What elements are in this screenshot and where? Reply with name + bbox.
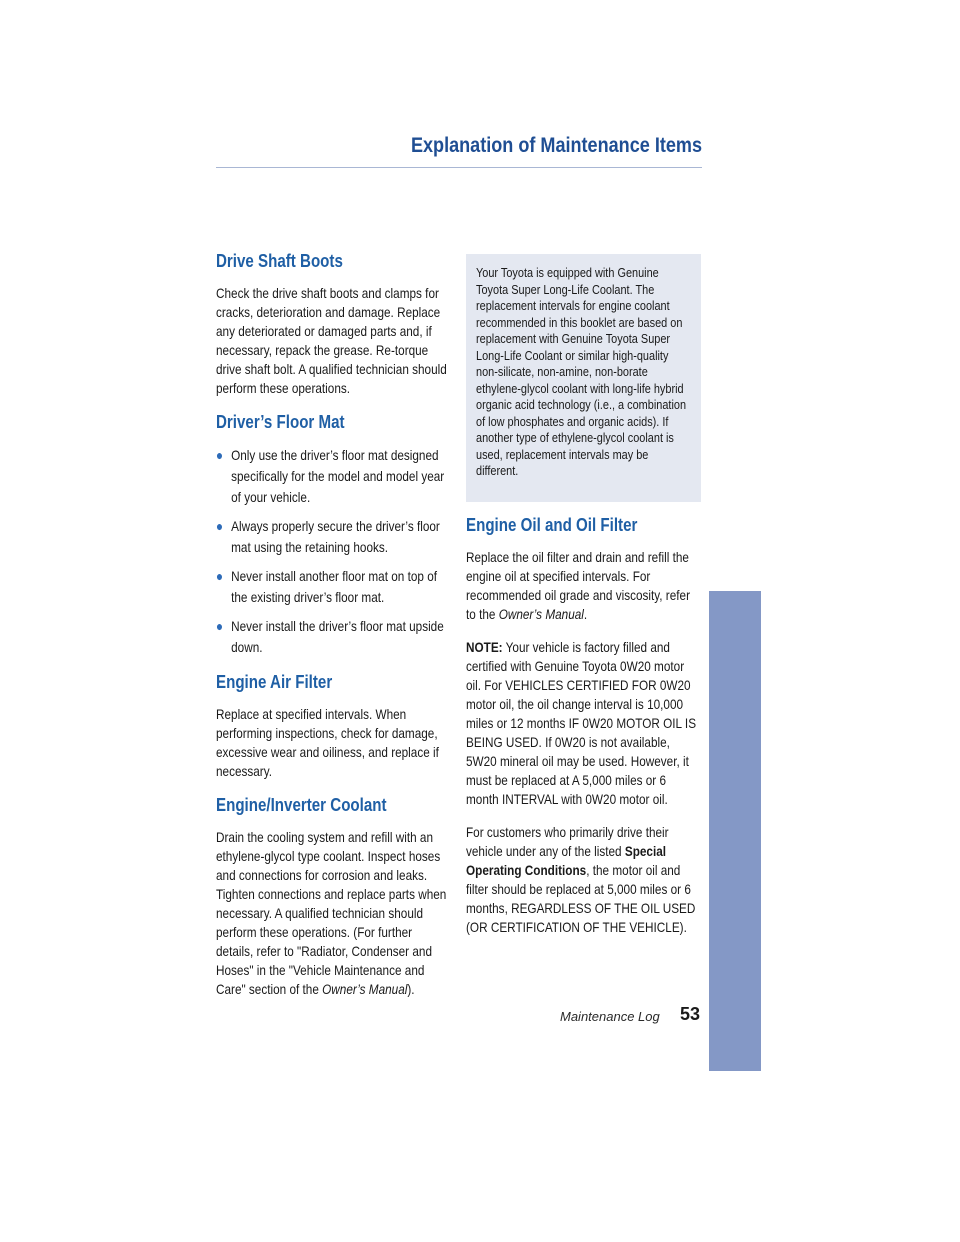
page-title: Explanation of Maintenance Items xyxy=(410,134,702,157)
owners-manual-reference: Owner’s Manual xyxy=(498,606,584,622)
left-column xyxy=(216,251,448,1013)
note-paragraph xyxy=(466,638,698,809)
bullet-text: Never install another floor mat on top of the existing driver’s floor mat. xyxy=(231,568,438,605)
engine-oil-paragraph xyxy=(466,548,698,624)
body-engine-air-filter: Replace at specified intervals. When performing inspections, check for damage, excessive wear and oiliness, and replace if necessary. xyxy=(216,706,439,779)
engine-oil-text: Replace the oil filter and drain and refill the engine oil at specified intervals. For recommended oil grade and viscosity, refer to the xyxy=(466,549,690,622)
note-text: Your vehicle is factory filled and certified with Genuine Toyota 0W20 motor oil. For VEHICLES CERTIFIED FOR 0W20 motor oil, the oil change interval is 10,000 miles or 12 months IF 0W20 MOTOR OIL IS BEING USED. If 0W20 is not available, 5W20 mineral oil may be used. However, it must be replaced at A 5,000 miles or 6 month INTERVAL with 0W20 motor oil. xyxy=(466,639,697,807)
right-column xyxy=(466,515,698,951)
page-number: 53 xyxy=(680,1004,701,1024)
bullet-text: Only use the driver’s floor mat designed specifically for the model and model year of your vehicle. xyxy=(231,447,445,505)
floor-mat-list xyxy=(216,445,448,658)
owners-manual-reference: Owner’s Manual xyxy=(322,981,408,997)
list-item xyxy=(216,445,448,508)
body-drive-shaft-boots: Check the drive shaft boots and clamps for cracks, deterioration and damage. Replace any deteriorated or damaged parts and, if necessary, repack the grease. Re-torque drive shaft bolt. A qualified technician should perform these operations. xyxy=(216,285,447,396)
bullet-icon: ● xyxy=(216,518,224,534)
coolant-note-box xyxy=(466,254,701,502)
bullet-icon: ● xyxy=(216,618,224,634)
heading-engine-air-filter: Engine Air Filter xyxy=(216,672,333,692)
heading-drive-shaft-boots: Drive Shaft Boots xyxy=(216,251,343,271)
section-engine-oil xyxy=(466,515,698,937)
special-conditions-label: Special Operating Conditions xyxy=(466,843,667,878)
coolant-text: Drain the cooling system and refill with an ethylene-glycol type coolant. Inspect hoses and connections for corrosion and leaks. Tighten connections and replace parts when necessary. A qualified technician should perform these operations. (For further details, refer to "Radiator, Condenser and Hoses" in the "Vehicle Maintenance and Care" section of the xyxy=(216,829,447,997)
bullet-text: Always properly secure the driver’s floor mat using the retaining hooks. xyxy=(231,518,440,555)
heading-engine-inverter-coolant: Engine/Inverter Coolant xyxy=(216,795,387,815)
heading-engine-oil: Engine Oil and Oil Filter xyxy=(466,515,638,535)
list-item xyxy=(216,516,448,558)
body-engine-inverter-coolant xyxy=(216,828,448,999)
coolant-note-text: Your Toyota is equipped with Genuine Toyota Super Long-Life Coolant. The replacement intervals for engine coolant recommended in this booklet are based on replacement with Genuine Toyota Super Long-Life Coolant or similar high-quality non-silicate, non-amine, non-borate ethylene-glycol coolant with long-life hybrid organic acid technology (i.e., a combination of low phosphates and organic acids). If another type of ethylene-glycol coolant is used, replacement intervals may be different. xyxy=(476,265,687,478)
section-engine-air-filter xyxy=(216,672,448,781)
footer-label: Maintenance Log xyxy=(560,1009,660,1024)
title-divider xyxy=(216,167,702,168)
special-conditions-paragraph xyxy=(466,823,698,937)
bullet-icon: ● xyxy=(216,447,224,463)
special-conditions-text-end: , the motor oil and filter should be replaced at 5,000 miles or 6 months, REGARDLESS OF THE OIL USED (OR CERTIFICATION OF THE VEHICLE). xyxy=(466,862,696,935)
side-tab-label xyxy=(709,782,787,920)
list-item xyxy=(216,616,448,658)
section-side-tab xyxy=(709,591,787,1071)
engine-oil-text-end: . xyxy=(583,606,588,622)
list-item xyxy=(216,566,448,608)
side-tab-text: MAINTENANCE xyxy=(767,782,787,920)
coolant-text-end: ). xyxy=(407,981,415,997)
section-drivers-floor-mat xyxy=(216,412,448,658)
section-drive-shaft-boots xyxy=(216,251,448,398)
section-engine-inverter-coolant xyxy=(216,795,448,999)
special-conditions-text: For customers who primarily drive their vehicle under any of the listed xyxy=(466,824,669,859)
note-label: NOTE: xyxy=(466,639,503,655)
heading-drivers-floor-mat: Driver’s Floor Mat xyxy=(216,412,345,432)
bullet-icon: ● xyxy=(216,568,224,584)
bullet-text: Never install the driver’s floor mat upside down. xyxy=(231,618,444,655)
